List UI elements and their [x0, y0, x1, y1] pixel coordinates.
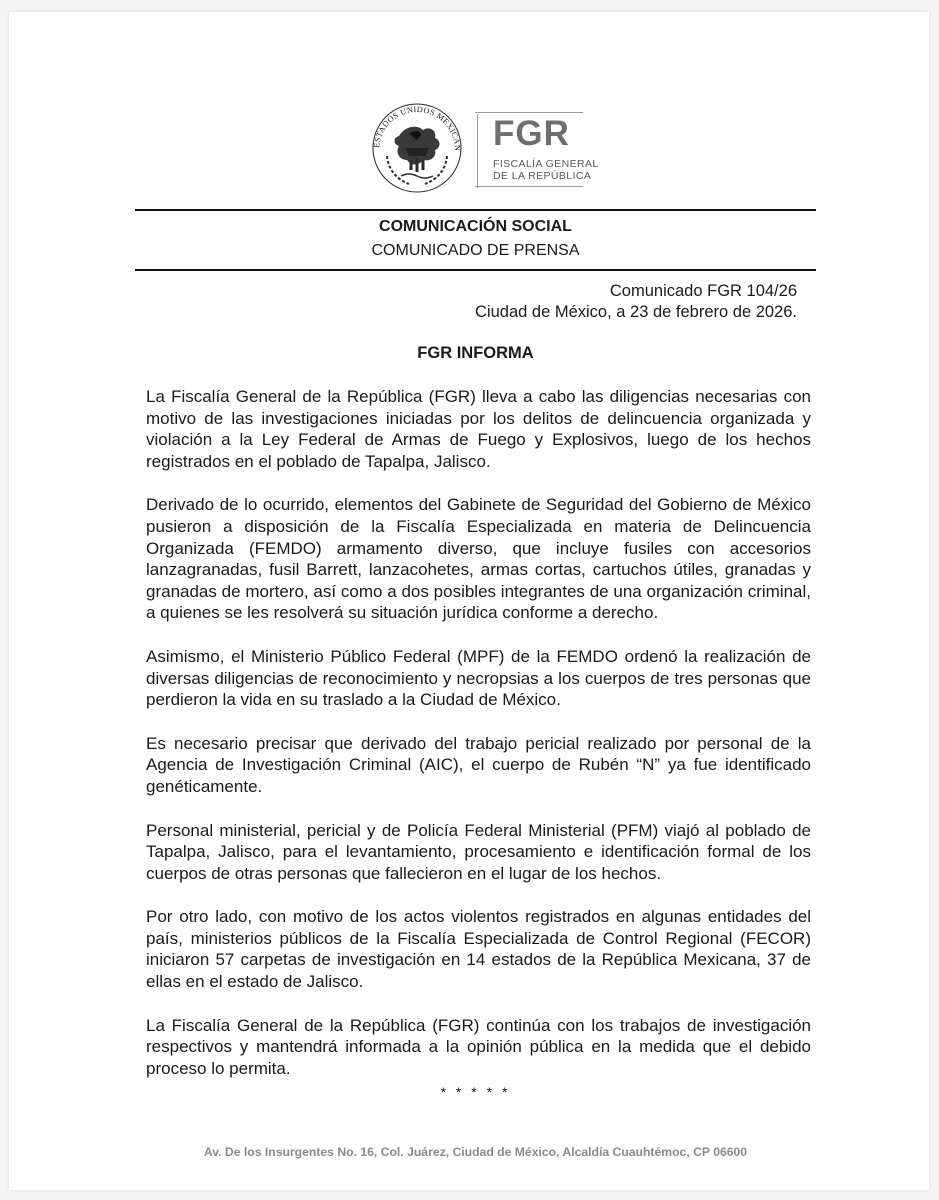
paragraph: Asimismo, el Ministerio Público Federal (MPF) de la FEMDO ordenó la realización de diversas diligencias de reconocimiento y necropsias a los cuerpos de tres personas que perdieron la vida en su traslado a la Ciudad de México. [146, 646, 811, 710]
national-seal-icon [365, 96, 469, 196]
headline: FGR INFORMA [417, 344, 534, 362]
place-date: Ciudad de México, a 23 de febrero de 2026. [475, 303, 797, 321]
closing-mark: * * * * * [440, 1084, 511, 1100]
brand-rule-bottom [475, 186, 583, 187]
paragraph: La Fiscalía General de la República (FGR) lleva a cabo las diligencias necesarias con motivo de las investigaciones iniciadas por los delitos de delincuencia organizada y violación a la Ley Federal de Armas de Fuego y Explosivos, luego de los hechos registrados en el poblado de Tapalpa, Jalisco. [146, 387, 811, 471]
release-number: Comunicado FGR 104/26 [609, 282, 797, 300]
section-title: COMUNICACIÓN SOCIAL [379, 218, 572, 235]
header-rule-bottom [135, 269, 816, 271]
paragraph: Es necesario precisar que derivado del trabajo pericial realizado por personal de la Agencia de Investigación Criminal (AIC), el cuerpo de Rubén “N” ya fue identificado genéticamente. [146, 733, 811, 796]
header-rule-top [135, 209, 816, 211]
press-release-body [146, 386, 811, 1101]
logo-divider [477, 114, 478, 188]
paragraph: Derivado de lo ocurrido, elementos del Gabinete de Seguridad del Gobierno de México pusieron a disposición de la Fiscalía Especializada en materia de Delincuencia Organizada (FEMDO) armamento diverso, que incluye fusiles con accesorios lanzagranadas, fusil Barrett, lanzacohetes, armas cortas, cartuchos útiles, granadas y granadas de mortero, así como a dos posibles integrantes de una organización criminal, a quienes se les resolverá su situación jurídica conforme a derecho. [146, 495, 811, 623]
brand-rule-top [475, 112, 583, 113]
brand-acronym: FGR [493, 114, 570, 153]
brand-line-2: DE LA REPÚBLICA [493, 170, 592, 182]
document-page [9, 12, 929, 1190]
paragraph: La Fiscalía General de la República (FGR) continúa con los trabajos de investigación respectivos y mantendrá informada a la opinión pública en la medida que el debido proceso lo permita. [146, 1015, 811, 1078]
paragraph: Por otro lado, con motivo de los actos violentos registrados en algunas entidades del país, ministerios públicos de la Fiscalía Especializada de Control Regional (FECOR) iniciaron 57 carpetas de investigación en 14 estados de la República Mexicana, 37 de ellas en el estado de Jalisco. [146, 907, 811, 992]
brand-line-1: FISCALÍA GENERAL [493, 158, 599, 170]
seal-text: ESTADOS UNIDOS MEXICAN [372, 104, 463, 152]
letterhead-logo [365, 96, 599, 196]
paragraph: Personal ministerial, pericial y de Policía Federal Ministerial (PFM) viajó al poblado de Tapalpa, Jalisco, para el levantamiento, procesamiento e identificación formal de los cuerpos de otras personas que fallecieron en el lugar de los hechos. [146, 820, 811, 883]
subsection-title: COMUNICADO DE PRENSA [371, 242, 580, 259]
footer-address: Av. De los Insurgentes No. 16, Col. Juárez, Ciudad de México, Alcaldía Cuauhtémoc, CP 06600 [203, 1145, 748, 1159]
